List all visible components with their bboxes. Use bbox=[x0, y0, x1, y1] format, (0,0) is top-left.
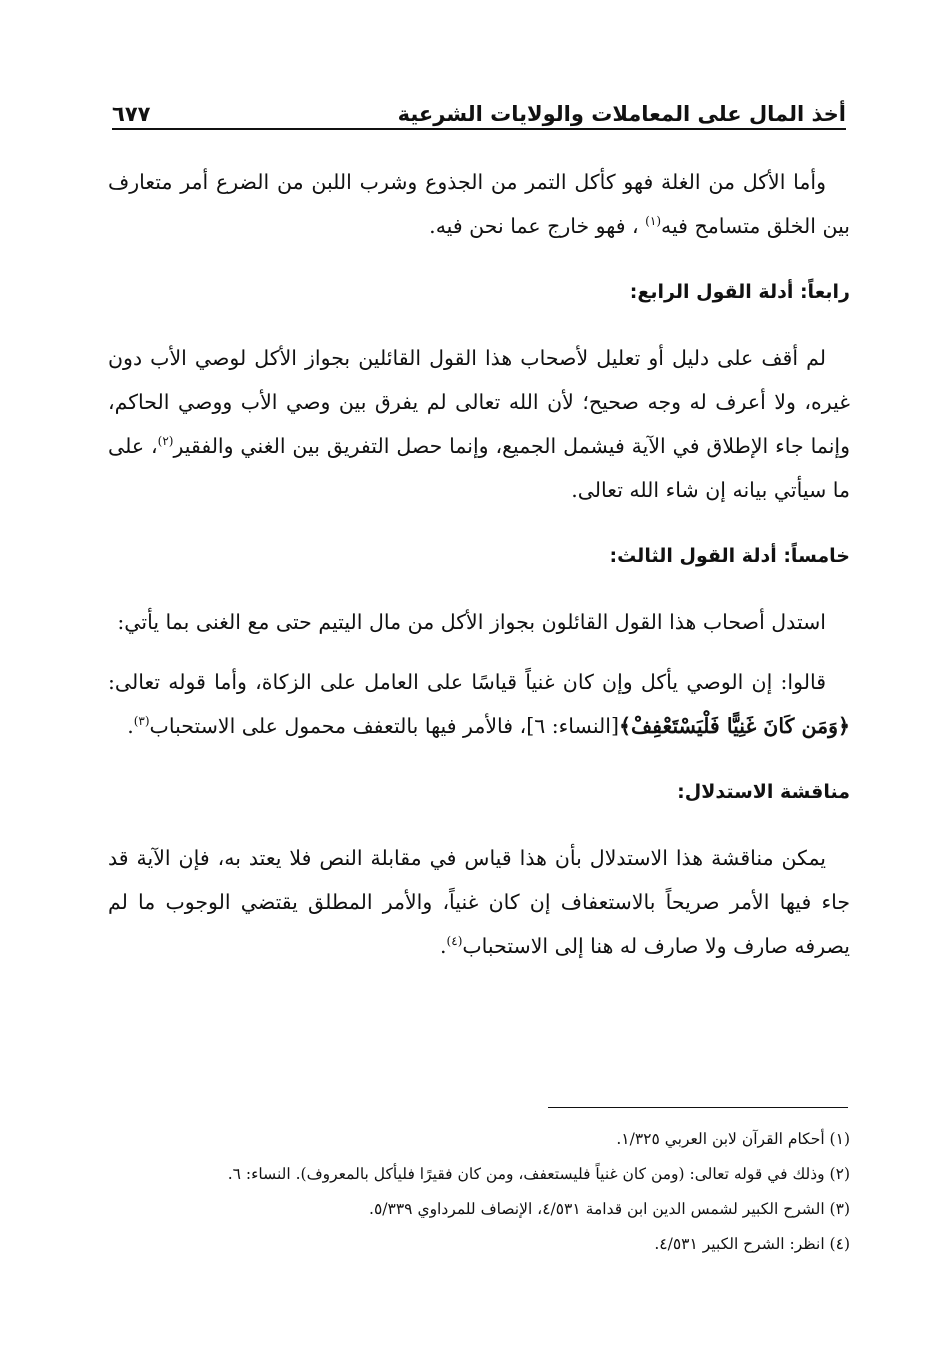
running-header bbox=[112, 86, 846, 126]
footnote-4: (٤) انظر: الشرح الكبير ٤/٥٣١. bbox=[654, 1235, 850, 1253]
paragraph-4-text: قالوا: إن الوصي يأكل وإن كان غنياً قياسًا على العامل على الزكاة، وأما قوله تعالى: bbox=[108, 670, 826, 694]
paragraph-1-text: وأما الأكل من الغلة فهو كأكل التمر من الجذوع وشرب اللبن من الضرع أمر متعارف بين الخلق متسامح فيه bbox=[108, 170, 850, 238]
paragraph-5 bbox=[108, 836, 850, 968]
running-title: أخذ المال على المعاملات والولايات الشرعية bbox=[397, 102, 846, 126]
heading-fourth-opinion: رابعاً: أدلة القول الرابع: bbox=[629, 281, 850, 303]
footnote-ref-3: (٣) bbox=[133, 714, 150, 729]
header-rule bbox=[112, 128, 846, 130]
footnote-ref-4: (٤) bbox=[446, 934, 463, 949]
paragraph-4 bbox=[108, 660, 850, 748]
quran-verse: ﴿وَمَن كَانَ غَنِيًّا فَلْيَسْتَعْفِفْ﴾ bbox=[618, 714, 850, 738]
paragraph-1-end: ، فهو خارج عما نحن فيه. bbox=[429, 214, 639, 238]
page-number: ٦٧٧ bbox=[112, 102, 151, 126]
paragraph-5-end: . bbox=[440, 934, 447, 958]
footnote-separator bbox=[548, 1107, 848, 1108]
paragraph-2-text: لم أقف على دليل أو تعليل لأصحاب هذا القول القائلين بجواز الأكل لوصي الأب دون غيره، ولا أعرف له وجه صحيح؛ لأن الله تعالى لم يفرق بين وصي الأب ووصي الحاكم، وإنما جاء الإطلاق في الآية فيشمل الجميع، وإنما حصل التفريق بين الغني والفقير bbox=[108, 346, 850, 458]
footnotes bbox=[108, 1122, 850, 1262]
paragraph-4-end: . bbox=[127, 714, 134, 738]
paragraph-2 bbox=[108, 336, 850, 512]
paragraph-5-text: يمكن مناقشة هذا الاستدلال بأن هذا قياس في مقابلة النص فلا يعتد به، فإن الآية قد جاء فيها الأمر صريحاً بالاستعفاف إن كان غنياً، والأمر المطلق يقتضي الوجوب ما لم يصرفه صارف ولا صارف له هنا إلى الاستحباب bbox=[108, 846, 850, 958]
footnote-3: (٣) الشرح الكبير لشمس الدين ابن قدامة ٤/٥٣١، الإنصاف للمرداوي ٥/٣٣٩. bbox=[369, 1200, 850, 1218]
quran-citation: [النساء: ٦]، فالأمر فيها بالتعفف محمول على الاستحباب bbox=[149, 714, 619, 738]
heading-discussion: مناقشة الاستدلال: bbox=[677, 781, 850, 803]
paragraph-2-end: ، على ما سيأتي بيانه إن شاء الله تعالى. bbox=[108, 434, 850, 502]
paragraph-1 bbox=[108, 160, 850, 248]
footnote-2: (٢) وذلك في قوله تعالى: (ومن كان غنياً فليستعفف، ومن كان فقيرًا فليأكل بالمعروف). النساء: ٦. bbox=[227, 1165, 850, 1183]
footnote-1: (١) أحكام القرآن لابن العربي ١/٣٢٥. bbox=[616, 1130, 850, 1148]
footnote-ref-1: (١) bbox=[645, 214, 661, 229]
paragraph-3: استدل أصحاب هذا القول القائلون بجواز الأكل من مال اليتيم حتى مع الغنى بما يأتي: bbox=[117, 610, 826, 634]
footnote-ref-2: (٢) bbox=[157, 434, 174, 449]
heading-third-opinion: خامساً: أدلة القول الثالث: bbox=[609, 545, 850, 567]
main-text bbox=[108, 160, 850, 968]
